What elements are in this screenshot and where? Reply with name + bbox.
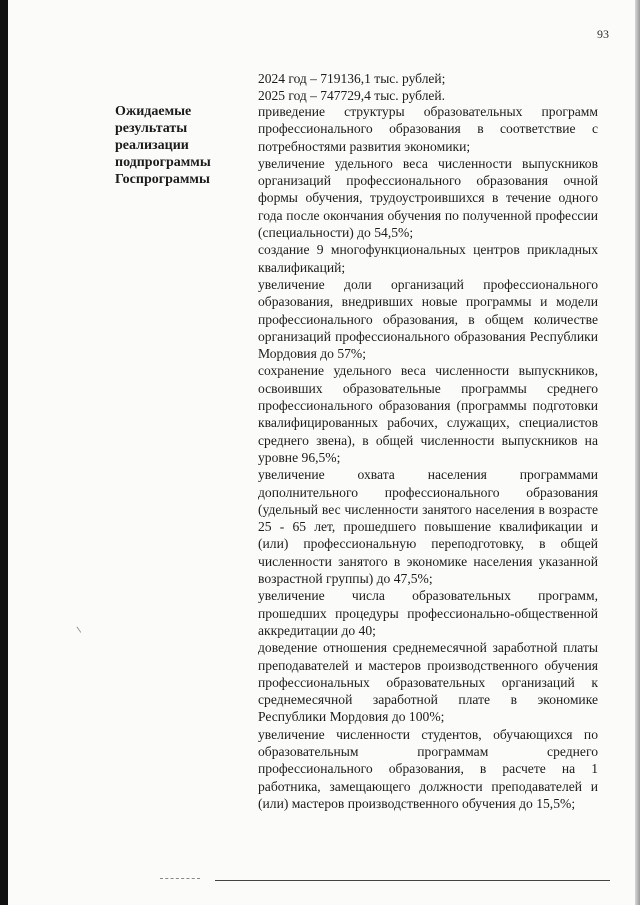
bottom-rule	[215, 880, 610, 881]
result-item: сохранение удельного веса численности выпускников, освоивших образовательные программы среднего профессионального образования (программы подготовки квалифицированных рабочих, служащих, специалистов среднего звена), в общей численности выпускников на уровне 96,5%;	[258, 363, 598, 465]
result-item: увеличение охвата населения программами дополнительного профессионального образования (удельный вес численности занятого населения в возрасте 25 - 65 лет, прошедшего повышение квалификации и (или) профессиональную переподготовку, в общей численности занятого в экономике населения указанной возрастной группы) до 47,5%;	[258, 467, 598, 587]
result-item: доведение отношения среднемесячной заработной платы преподавателей и мастеров производственного обучения профессиональных образовательных организаций к среднемесячной заработной плате в экономике Республики Мордовия до 100%;	[258, 640, 598, 725]
scan-edge-left	[0, 0, 8, 905]
page-number: 93	[597, 27, 609, 41]
funding-line-2025: 2025 год – 747729,4 тыс. рублей.	[258, 87, 446, 103]
result-item: увеличение удельного веса численности выпускников организаций профессионального образования очной формы обучения, трудоустроившихся в течение одного года после окончания обучения по полученной профессии (специальности) до 54,5%;	[258, 155, 598, 241]
expected-results-list	[258, 103, 598, 812]
funding-lines	[258, 71, 598, 104]
bottom-dashes	[160, 878, 200, 880]
result-item: увеличение числа образовательных программ, прошедших процедуры профессионально-общественной аккредитации до 40;	[258, 588, 598, 638]
section-heading: Ожидаемые результаты реализации подпрограммы Госпрограммы	[115, 104, 211, 187]
result-item: увеличение численности студентов, обучающихся по образовательным программам среднего профессионального образования, в расчете на 1 работника, замещающего должности преподавателей и (или) мастеров производственного обучения до 15,5%;	[258, 726, 598, 811]
stray-mark	[76, 624, 84, 633]
funding-line-2024: 2024 год – 719136,1 тыс. рублей;	[258, 71, 446, 86]
result-item: увеличение доли организаций профессионального образования, внедривших новые программы и модели профессионального образования, в общем количестве организаций профессионального образования Республики Мордовия до 57%;	[258, 276, 598, 362]
result-item: приведение структуры образовательных программ профессионального образования в соответствие с потребностями развития экономики;	[258, 104, 598, 154]
scan-edge-right	[635, 0, 640, 905]
result-item: создание 9 многофункциональных центров прикладных квалификаций;	[258, 242, 598, 275]
